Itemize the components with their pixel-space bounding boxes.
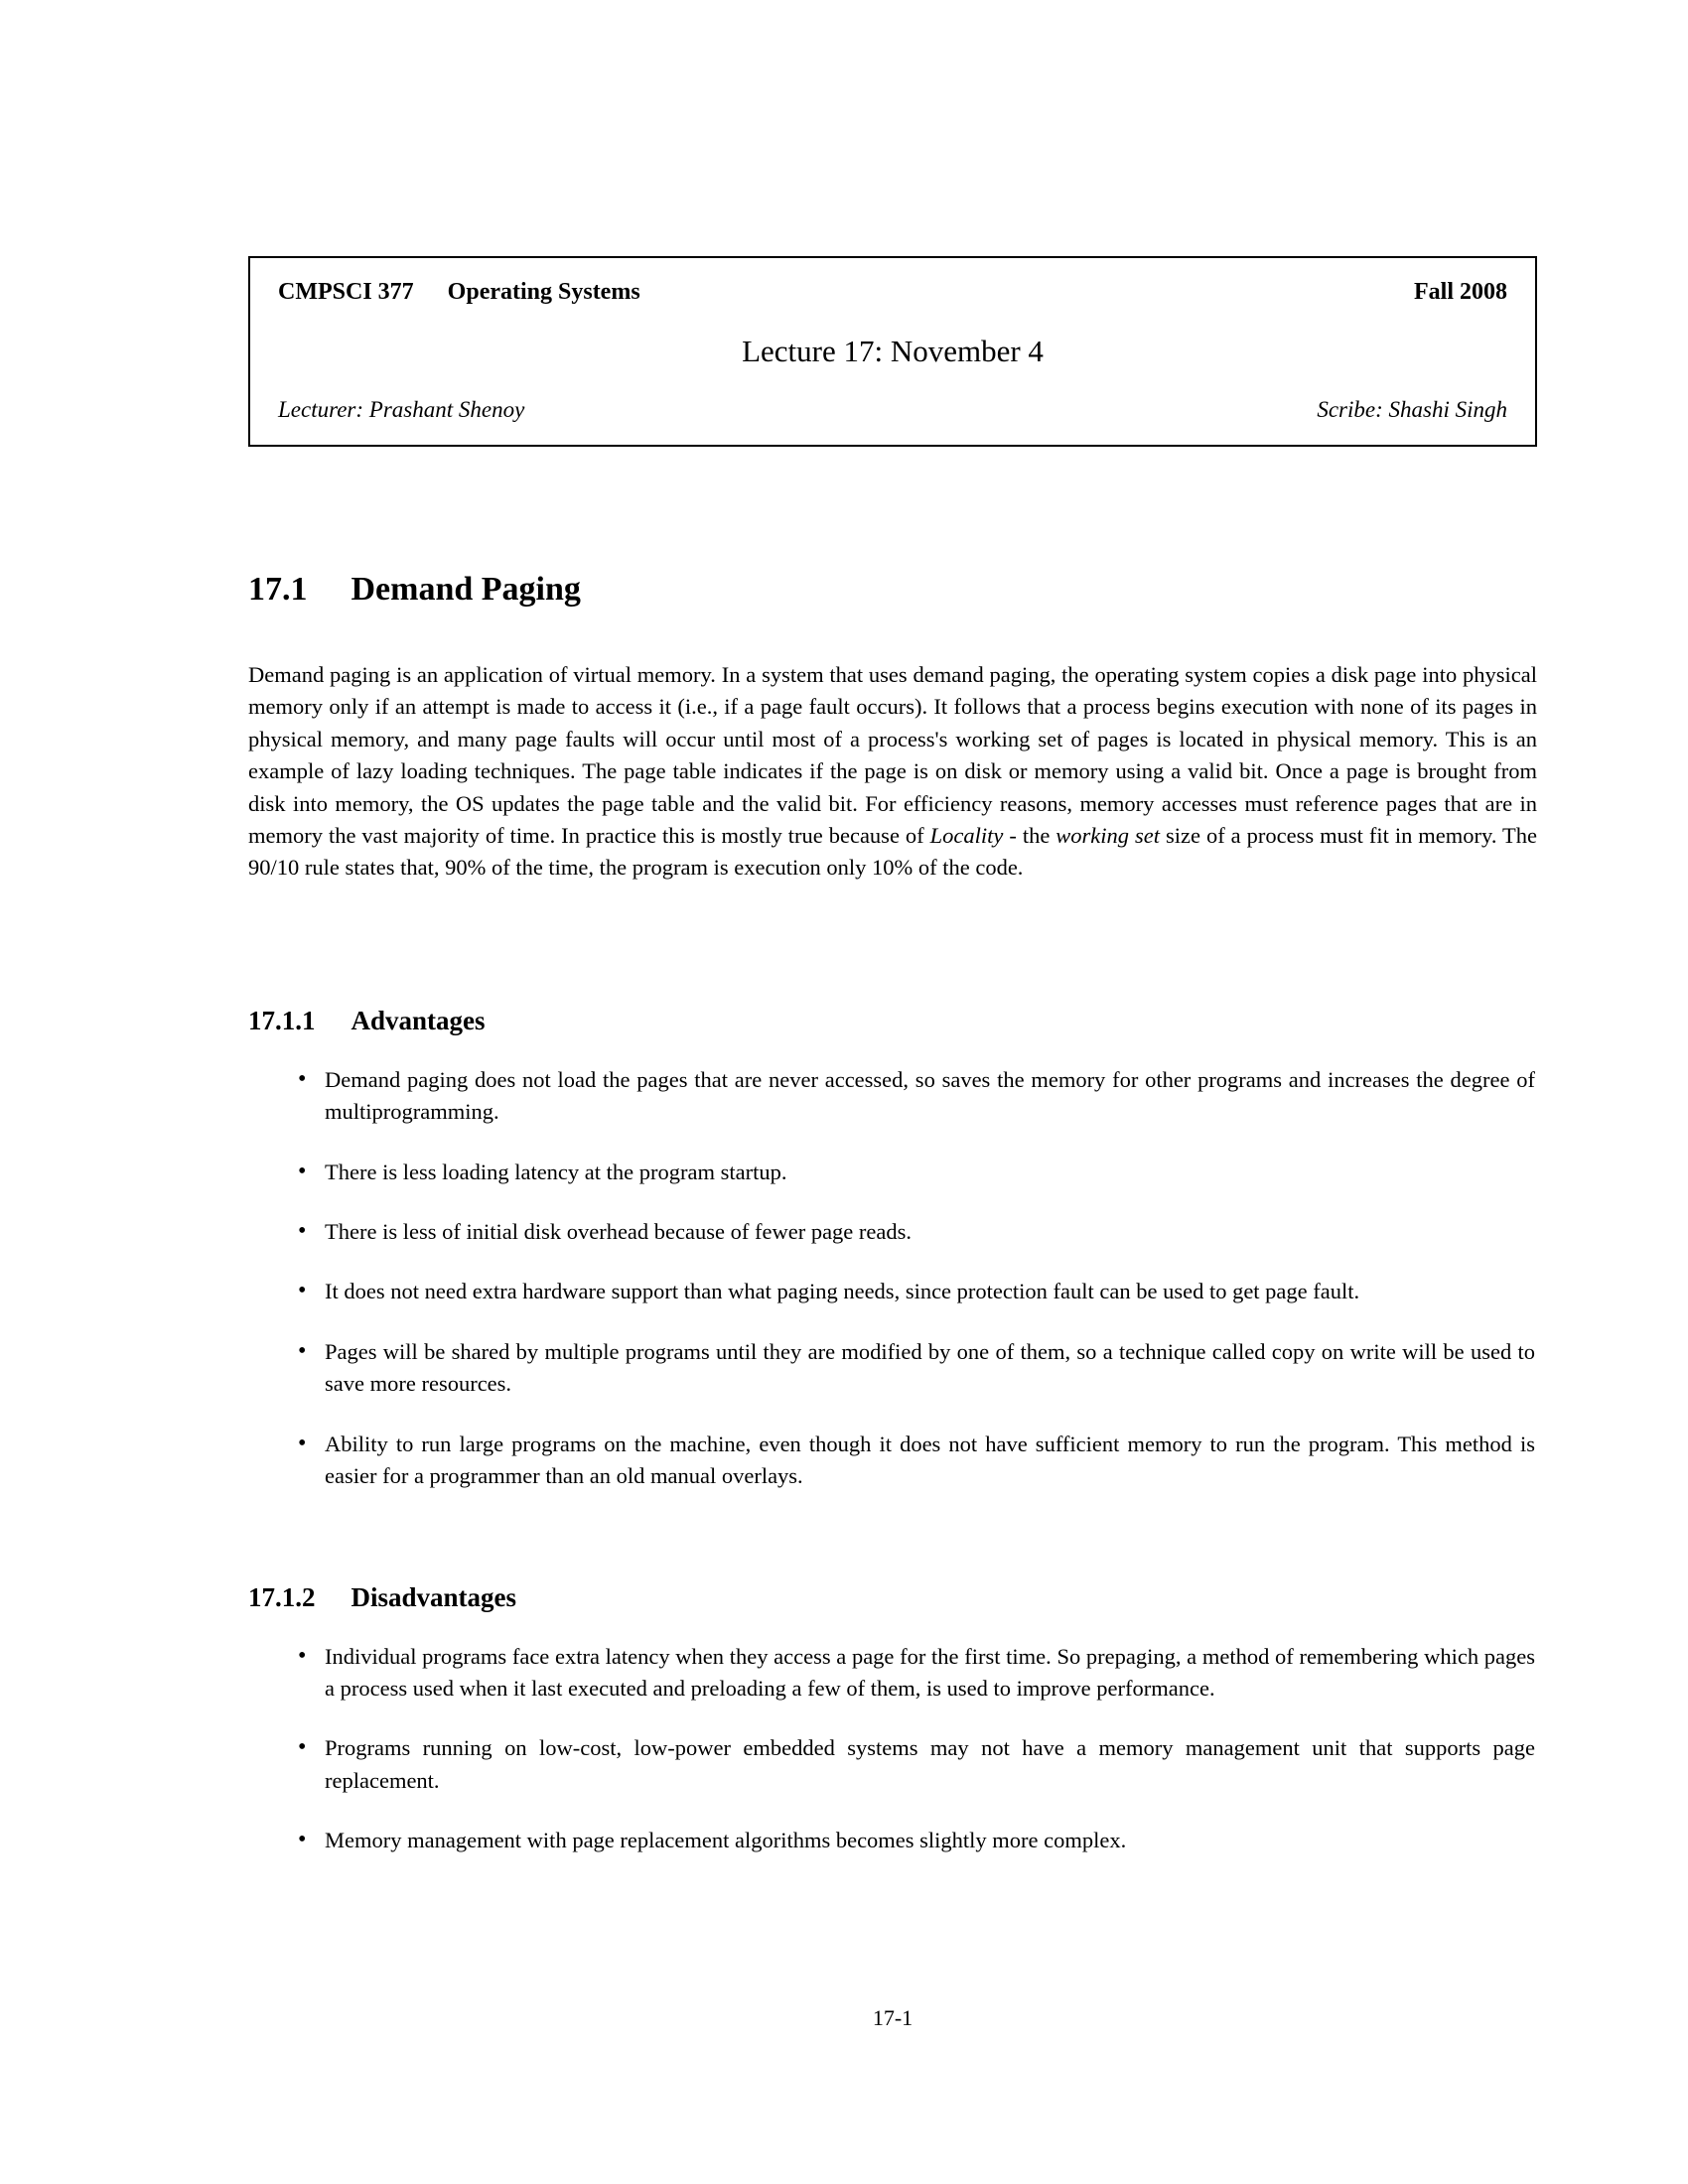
course-heading <box>278 278 640 306</box>
subsection-number: 17.1.2 <box>248 1581 316 1612</box>
list-item <box>248 1064 1537 1129</box>
advantages-list <box>248 1064 1537 1493</box>
disadvantages-list <box>248 1641 1537 1857</box>
subsection-title: Disadvantages <box>351 1581 517 1612</box>
list-item-text: Individual programs face extra latency when they access a page for the first time. So prepaging, a method of remembering which pages a process used when it last executed and preloading a few of them, is used to improve performance. <box>325 1643 1535 1701</box>
subsection-heading-advantages <box>248 1004 1537 1037</box>
lecture-title: Lecture 17: November 4 <box>742 333 1044 368</box>
italic-term-locality: Locality <box>929 823 1004 849</box>
list-item <box>248 1732 1537 1797</box>
list-item <box>248 1216 1537 1248</box>
paragraph-text: Demand paging is an application of virtual memory. In a system that uses demand paging, the operating system copies a disk page into physical memory only if an attempt is made to access it (i.e., if a page fault occurs). It follows that a process begins execution with none of its pages in physical memory, and many page faults will occur until most of a process's working set of pages is located in physical memory. This is an example of lazy loading techniques. The page table indicates if the page is on disk or memory using a valid bit. Once a page is brought from disk into memory, the OS updates the page table and the valid bit. For efficiency reasons, memory accesses must reference pages that are in memory the vast majority of time. In practice this is mostly true because of <box>248 662 1537 849</box>
list-item-text: Demand paging does not load the pages that are never accessed, so saves the memory for other programs and increases the degree of multiprogramming. <box>325 1066 1535 1125</box>
course-code: CMPSCI 377 <box>278 279 414 305</box>
subsection-number: 17.1.1 <box>248 1005 316 1035</box>
subsection-title: Advantages <box>351 1005 486 1035</box>
list-item-text: It does not need extra hardware support than what paging needs, since protection fault can be used to get page fault. <box>325 1279 1360 1304</box>
paragraph-text: - the <box>1003 823 1056 849</box>
scribe-label: Scribe: Shashi Singh <box>1317 397 1507 422</box>
section-heading-demand-paging <box>248 570 1537 610</box>
list-item-text: Ability to run large programs on the machine, even though it does not have sufficient memory to run the program. This method is easier for a programmer than an old manual overlays. <box>325 1431 1535 1489</box>
paragraph-text: size of a process must fit in memory. The 90/10 rule states that, 90% of the time, the program is execution only 10% of the code. <box>248 823 1537 881</box>
list-item <box>248 1157 1537 1188</box>
section-title: Demand Paging <box>351 571 581 608</box>
demand-paging-paragraph <box>248 659 1537 885</box>
header-top-row <box>278 278 1507 306</box>
lecturer-label: Lecturer: Prashant Shenoy <box>278 397 525 422</box>
italic-term-working-set: working set <box>1055 823 1161 849</box>
list-item-text: Pages will be shared by multiple programs until they are modified by one of them, so a technique called copy on write will be used to save more resources. <box>325 1338 1535 1397</box>
page-content <box>248 256 1537 1857</box>
list-item-text: Memory management with page replacement algorithms becomes slightly more complex. <box>325 1828 1127 1853</box>
list-item <box>248 1276 1537 1307</box>
lecture-header-box <box>248 256 1537 447</box>
list-item <box>248 1641 1537 1706</box>
course-name: Operating Systems <box>447 279 640 305</box>
list-item <box>248 1336 1537 1401</box>
list-item <box>248 1429 1537 1493</box>
header-bottom-row <box>278 396 1507 423</box>
list-item <box>248 1825 1537 1856</box>
subsection-heading-disadvantages <box>248 1580 1537 1614</box>
list-item-text: There is less loading latency at the program startup. <box>325 1159 787 1184</box>
list-item-text: Programs running on low-cost, low-power embedded systems may not have a memory management unit that supports page replacement. <box>325 1735 1535 1793</box>
term-label: Fall 2008 <box>1414 279 1507 305</box>
section-number: 17.1 <box>248 571 308 608</box>
page-number: 17-1 <box>872 2005 914 2030</box>
list-item-text: There is less of initial disk overhead because of fewer page reads. <box>325 1219 913 1245</box>
